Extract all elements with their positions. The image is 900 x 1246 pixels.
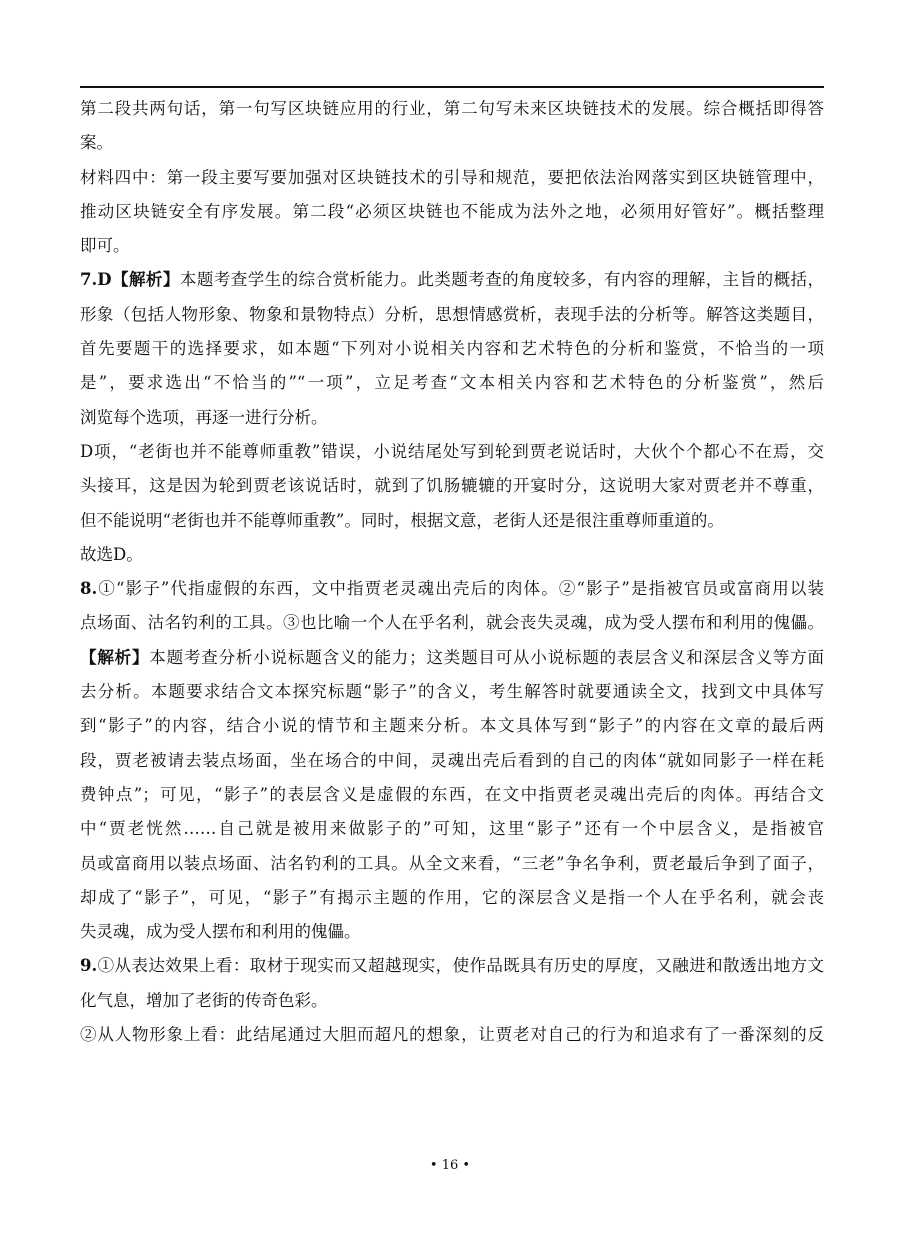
text-line: 去分析。本题要求结合文本探究标题“影子”的含义，考生解答时就要通读全文，找到文中具体写 <box>80 682 824 702</box>
question-9-marker: 9. <box>80 956 98 976</box>
header-rule <box>80 86 824 88</box>
text-line: 是”，要求选出“不恰当的”“一项”，立足考查“文本相关内容和艺术特色的分析鉴赏”，然后 <box>80 373 824 393</box>
text-line: 第二段共两句话，第一句写区块链应用的行业，第二句写未来区块链技术的发展。综合概括即得答 <box>80 99 824 118</box>
text-line: 材料四中：第一段主要写要加强对区块链技术的引导和规范，要把依法治网落实到区块链管理中， <box>80 167 824 187</box>
text-line: 故选D。 <box>80 544 143 564</box>
text-line: 但不能说明“老街也并不能尊师重教”。同时，根据文意，老街人还是很注重尊师重道的。 <box>80 510 724 530</box>
question-9-line: 9.①从表达效果上看：取材于现实而又超越现实，使作品既具有历史的厚度，又融进和散透出地方文 <box>80 956 824 976</box>
text-line: D项，“老街也并不能尊师重教”错误，小说结尾处写到轮到贾老说话时，大伙个个都心不在焉，交 <box>80 441 824 461</box>
text-line: 中“贾老恍然……自己就是被用来做影子的”可知，这里“影子”还有一个中层含义，是指被官 <box>80 819 824 839</box>
question-8-marker: 8. <box>80 579 98 599</box>
text-line: 即可。 <box>80 236 130 256</box>
text-line: 【解析】本题考查分析小说标题含义的能力；这类题目可从小说标题的表层含义和深层含义等方面 <box>80 647 824 667</box>
text-line: 头接耳，这是因为轮到贾老该说话时，就到了饥肠辘辘的开宴时分，这说明大家对贾老并不尊重， <box>80 476 824 496</box>
text-line: 浏览每个选项，再逐一进行分析。 <box>80 407 328 427</box>
text-line: 却成了“影子”，可见，“影子”有揭示主题的作用，它的深层含义是指一个人在乎名利，就会丧 <box>80 887 824 907</box>
question-7-line: 7.D【解析】本题考查学生的综合赏析能力。此类题考查的角度较多，有内容的理解，主旨的概括， <box>80 270 824 290</box>
answer-text <box>80 92 824 1052</box>
question-7-marker: 7.D【解析】 <box>80 270 180 290</box>
text-line: 形象（包括人物形象、物象和景物特点）分析，思想情感赏析，表现手法的分析等。解答这类题目， <box>80 304 824 324</box>
text-line: 失灵魂，成为受人摆布和利用的傀儡。 <box>80 922 361 942</box>
text-line: 推动区块链安全有序发展。第二段“必须区块链也不能成为法外之地，必须用好管好”。概括整理 <box>80 201 824 221</box>
text-line: 员或富商用以装点场面、沽名钓利的工具。从全文来看，“三老”争名争利，贾老最后争到了面子， <box>80 853 824 873</box>
page-number: • 16 • <box>429 1158 471 1173</box>
text-line: 化气息，增加了老街的传奇色彩。 <box>80 990 328 1010</box>
text-line: 首先要题干的选择要求，如本题“下列对小说相关内容和艺术特色的分析和鉴赏，不恰当的一项 <box>80 339 824 359</box>
analysis-marker: 【解析】 <box>80 647 150 667</box>
question-8-line: 8.①“影子”代指虚假的东西，文中指贾老灵魂出壳后的肉体。②“影子”是指被官员或富商用以装 <box>80 579 824 599</box>
text-line: ②从人物形象上看：此结尾通过大胆而超凡的想象，让贾老对自己的行为和追求有了一番深刻的反 <box>80 1025 824 1045</box>
text-line: 段，贾老被请去装点场面，坐在场合的中间，灵魂出壳后看到的自己的肉体“就如同影子一样在耗 <box>80 750 824 770</box>
text-line: 点场面、沽名钓利的工具。③也比喻一个人在乎名利，就会丧失灵魂，成为受人摆布和利用的傀儡。 <box>80 613 824 633</box>
text-line: 到“影子”的内容，结合小说的情节和主题来分析。本文具体写到“影子”的内容在文章的最后两 <box>80 716 824 736</box>
text-line: 费钟点”；可见，“影子”的表层含义是虚假的东西，在文中指贾老灵魂出壳后的肉体。再结合文 <box>80 784 824 804</box>
text-line: 案。 <box>80 133 113 153</box>
